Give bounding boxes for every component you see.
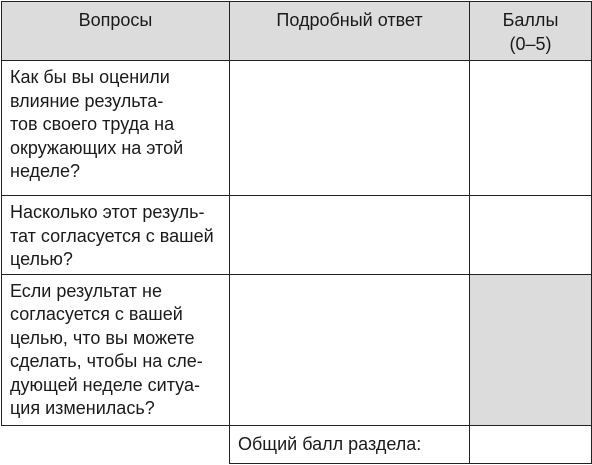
score-cell[interactable] — [470, 196, 592, 275]
section-total-value[interactable] — [470, 425, 592, 463]
table-row — [2, 61, 592, 196]
score-cell[interactable] — [470, 61, 592, 196]
score-cell-shaded — [470, 274, 592, 425]
answer-cell[interactable] — [230, 274, 470, 425]
table-row — [2, 274, 592, 425]
question-cell-next-week-change: Если результат не согласуется с вашей целью, что вы можете сделать, чтобы на сле- дующей неделе ситуа- ция изменилась? — [2, 274, 230, 425]
table-header-row — [2, 2, 592, 61]
total-row-empty-cell — [2, 425, 230, 463]
section-total-label: Общий балл раздела: — [230, 425, 470, 463]
table-row — [2, 196, 592, 275]
answer-cell[interactable] — [230, 196, 470, 275]
total-row — [2, 425, 592, 463]
question-cell-goal-alignment: Насколько этот резуль- тат согласуется с вашей целью? — [2, 196, 230, 275]
header-questions: Вопросы — [2, 2, 230, 61]
weekly-impact-table — [1, 1, 592, 464]
question-cell-impact: Как бы вы оценили влияние результа- тов своего труда на окружающих на этой неделе? — [2, 61, 230, 196]
answer-cell[interactable] — [230, 61, 470, 196]
header-detailed-answer: Подробный ответ — [230, 2, 470, 61]
header-score: Баллы (0–5) — [470, 2, 592, 61]
